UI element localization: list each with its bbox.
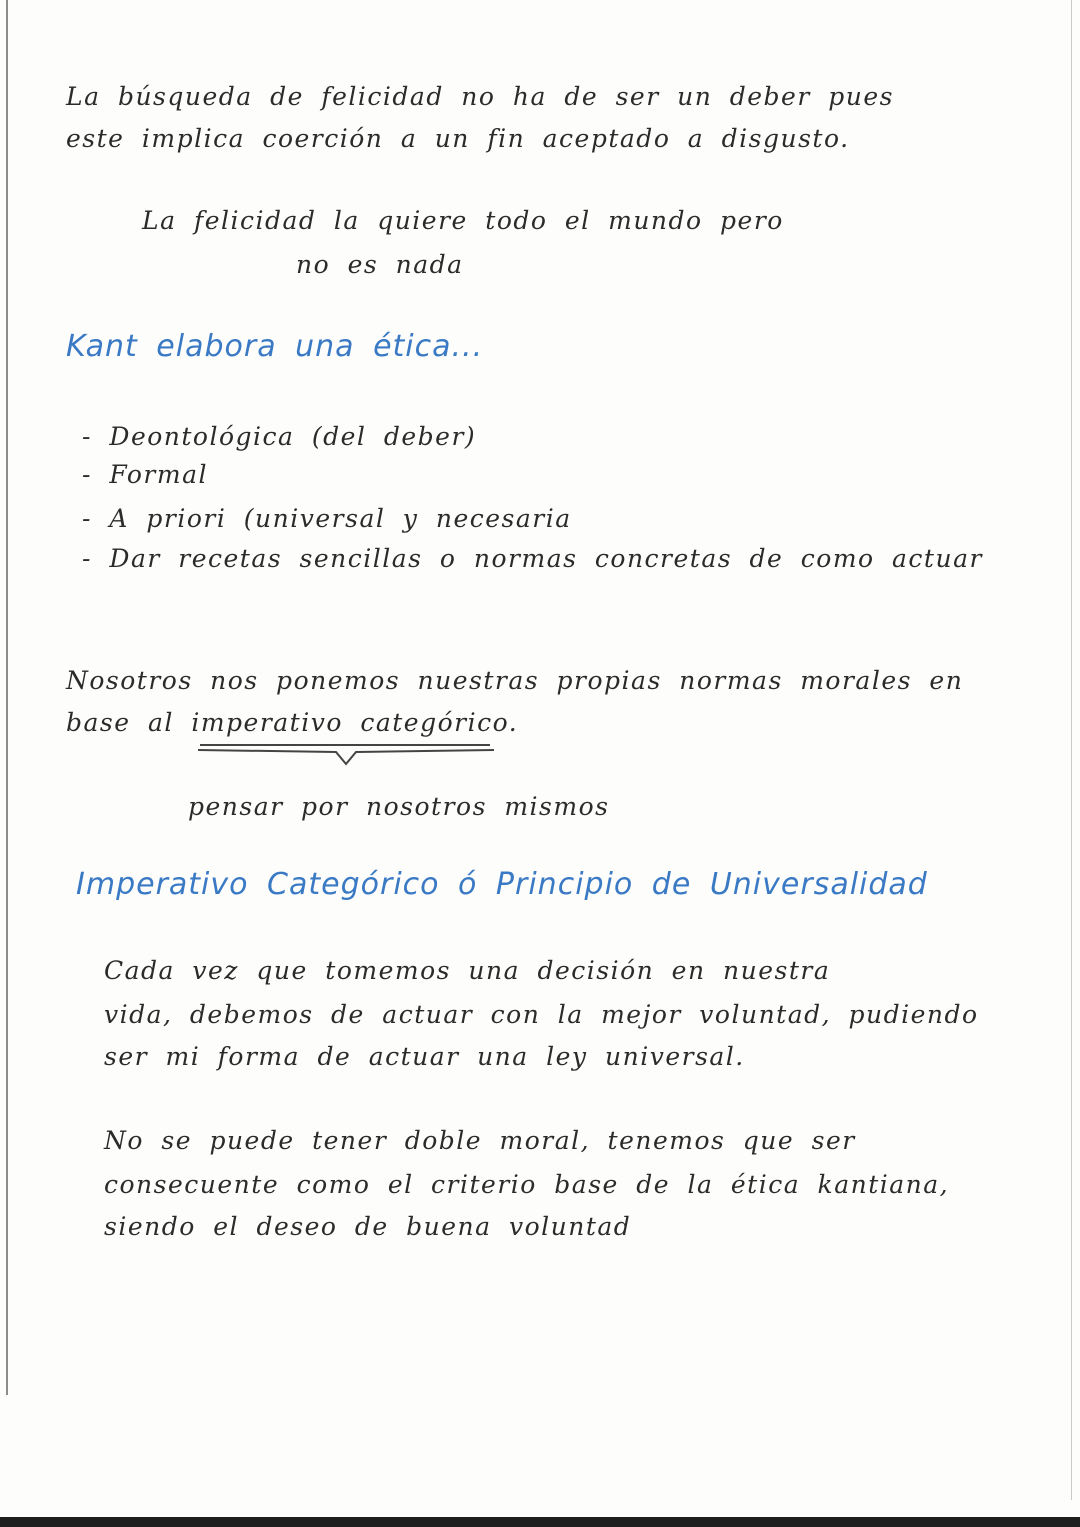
page-bottom-edge <box>0 1517 1080 1527</box>
paragraph-1-line-1: La búsqueda de felicidad no ha de ser un deber pues <box>66 82 894 111</box>
paragraph-4-line-1: Cada vez que tomemos una decisión en nuestra <box>104 956 831 985</box>
paragraph-2-line-2: no es nada <box>296 250 464 279</box>
paragraph-3-line-1: Nosotros nos ponemos nuestras propias normas morales en <box>66 666 964 695</box>
bullet-formal: - Formal <box>82 460 208 489</box>
bullet-deontologica: - Deontológica (del deber) <box>82 422 477 451</box>
paragraph-5-line-1: No se puede tener doble moral, tenemos que ser <box>104 1126 856 1155</box>
paragraph-5-line-3: siendo el deseo de buena voluntad <box>104 1212 632 1241</box>
paragraph-4-line-2: vida, debemos de actuar con la mejor voluntad, pudiendo <box>104 1000 979 1029</box>
paragraph-1-line-2: este implica coerción a un fin aceptado a disgusto. <box>66 124 850 153</box>
paragraph-5-line-2: consecuente como el criterio base de la ética kantiana, <box>104 1170 950 1199</box>
brace-mark <box>196 746 496 770</box>
paragraph-4-line-3: ser mi forma de actuar una ley universal. <box>104 1042 745 1071</box>
heading-kant: Kant elabora una ética... <box>66 329 484 364</box>
page-left-edge <box>6 0 8 1395</box>
page-right-edge <box>1071 0 1072 1500</box>
heading-imperativo-categorico: Imperativo Categórico ó Principio de Universalidad <box>76 867 928 902</box>
bullet-dar-recetas: - Dar recetas sencillas o normas concretas de como actuar <box>82 544 983 573</box>
paragraph-3-note: pensar por nosotros mismos <box>188 792 610 821</box>
paragraph-2-line-1: La felicidad la quiere todo el mundo pero <box>142 206 784 235</box>
bullet-a-priori: - A priori (universal y necesaria <box>82 504 572 533</box>
paragraph-3-line-2: base al imperativo categórico. <box>66 708 519 737</box>
